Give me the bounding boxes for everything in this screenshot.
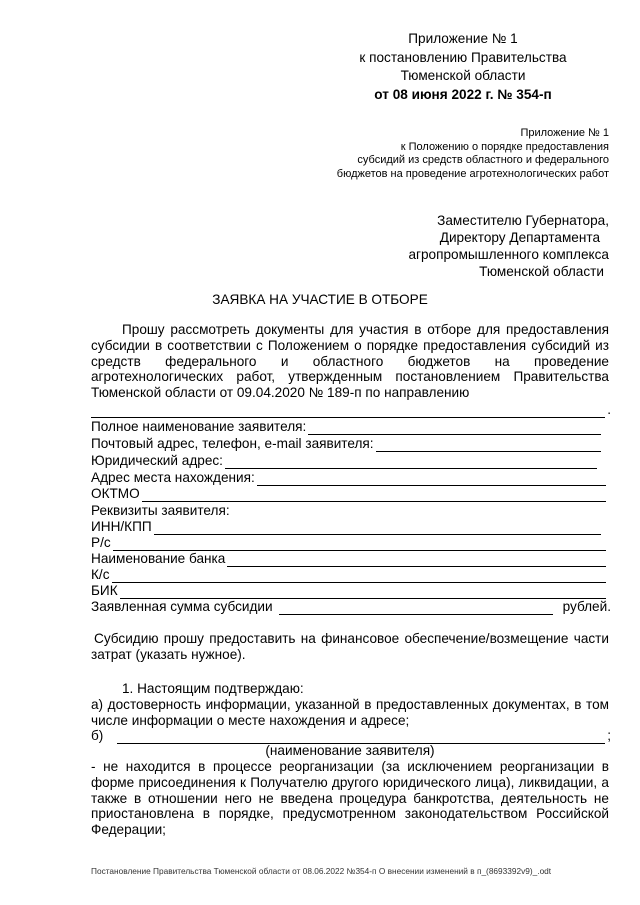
item-b-label: б): [91, 728, 104, 743]
direction-field[interactable]: [91, 402, 611, 418]
full-name-field[interactable]: [91, 419, 611, 435]
regulation-appendix-subject: субсидий из средств областного и федерального: [357, 154, 609, 166]
full-name-label: Полное наименование заявителя:: [91, 419, 307, 434]
postal-field[interactable]: [91, 436, 611, 452]
postal-blank[interactable]: [376, 438, 601, 452]
legal-address-field[interactable]: [91, 453, 611, 469]
corr-account-label: К/с: [91, 567, 110, 582]
appendix-header: [333, 30, 593, 104]
amount-field[interactable]: [91, 599, 611, 615]
oktmo-blank[interactable]: [142, 488, 606, 502]
account-blank[interactable]: [113, 537, 606, 551]
inn-label: ИНН/КПП: [91, 519, 152, 534]
regulation-appendix-ref: к Положению о порядке предоставления: [400, 140, 609, 153]
requisites-heading-row: [91, 503, 611, 519]
amount-unit: рублей.: [562, 599, 611, 614]
bik-blank[interactable]: [120, 585, 606, 599]
inn-field[interactable]: [91, 519, 611, 535]
account-field[interactable]: [91, 535, 611, 551]
confirm-heading: 1. Настоящим подтверждаю:: [122, 681, 304, 696]
direction-blank[interactable]: [91, 404, 605, 418]
intro-paragraph: Прошу рассмотреть документы для участия в отборе для предоставления субсидии в соответствии с Положением о порядке предоставления субсидий из средств федерального и областного бюджетов на проведение агротехнологических работ, утвержденным постановлением Правительства Тюменской области от 09.04.2020 № 189-п по направлению: [91, 322, 609, 401]
appendix-ref: к постановлению Правительства: [359, 49, 567, 65]
addressee-line: Тюменской области: [479, 264, 604, 279]
confirm-item-b-text: - не находится в процессе реорганизации (за исключением реорганизации в форме присоединения к Получателю другого юридического лица), ликвидации, а также в отношении него не введена процедура банкротства, деятельность не приостановлена в порядке, предусмотренном законодательством Российской Федерации;: [91, 759, 609, 838]
corr-account-blank[interactable]: [112, 569, 607, 583]
amount-label: Заявленная сумма субсидии: [91, 599, 273, 614]
addressee-line: Заместителю Губернатора,: [437, 213, 609, 228]
item-b-end: ;: [607, 728, 611, 743]
bik-field[interactable]: [91, 583, 611, 599]
subsidy-paragraph: Субсидию прошу предоставить на финансовое обеспечение/возмещение части затрат (указать нужное).: [91, 631, 609, 662]
bank-label: Наименование банка: [91, 551, 226, 566]
corr-account-field[interactable]: [91, 567, 611, 583]
regulation-appendix-purpose: бюджетов на проведение агротехнологических работ: [336, 167, 609, 180]
legal-address-blank[interactable]: [225, 455, 597, 469]
applicant-caption: (наименование заявителя): [265, 743, 435, 758]
applicant-name-blank[interactable]: [117, 730, 605, 744]
applicant-name-field[interactable]: [91, 728, 611, 744]
bank-field[interactable]: [91, 551, 611, 567]
regulation-appendix-header: [269, 127, 609, 181]
addressee-block: [309, 212, 609, 280]
account-label: Р/с: [91, 535, 111, 550]
full-name-blank[interactable]: [308, 421, 601, 435]
location-blank[interactable]: [257, 472, 606, 486]
amount-blank[interactable]: [279, 601, 553, 615]
addressee-line: Директору Департамента: [439, 230, 600, 245]
document-footer: Постановление Правительства Тюменской области от 08.06.2022 №354-п О внесении изменений в п_(8693392v9)_.odt: [91, 866, 552, 876]
location-label: Адрес места нахождения:: [91, 470, 255, 485]
inn-blank[interactable]: [154, 521, 601, 535]
confirm-item-a: а) достоверность информации, указанной в предоставленных документах, в том числе информации о месте нахождения и адресе;: [91, 697, 609, 728]
requisites-label: Реквизиты заявителя:: [91, 503, 230, 518]
appendix-number: Приложение № 1: [408, 31, 518, 46]
appendix-date: от 08 июня 2022 г. № 354-п: [374, 86, 552, 102]
bank-blank[interactable]: [227, 553, 606, 567]
document-title: ЗАЯВКА НА УЧАСТИЕ В ОТБОРЕ: [212, 292, 428, 307]
postal-label: Почтовый адрес, телефон, e-mail заявителя:: [91, 436, 374, 451]
regulation-appendix-number: Приложение № 1: [520, 127, 609, 139]
addressee-line: агропромышленного комплекса: [408, 247, 609, 262]
bik-label: БИК: [91, 583, 118, 598]
oktmo-field[interactable]: [91, 486, 611, 502]
direction-end: .: [607, 402, 611, 417]
appendix-region: Тюменской области: [400, 68, 526, 83]
oktmo-label: ОКТМО: [91, 486, 140, 501]
legal-address-label: Юридический адрес:: [91, 453, 223, 468]
location-field[interactable]: [91, 470, 611, 486]
